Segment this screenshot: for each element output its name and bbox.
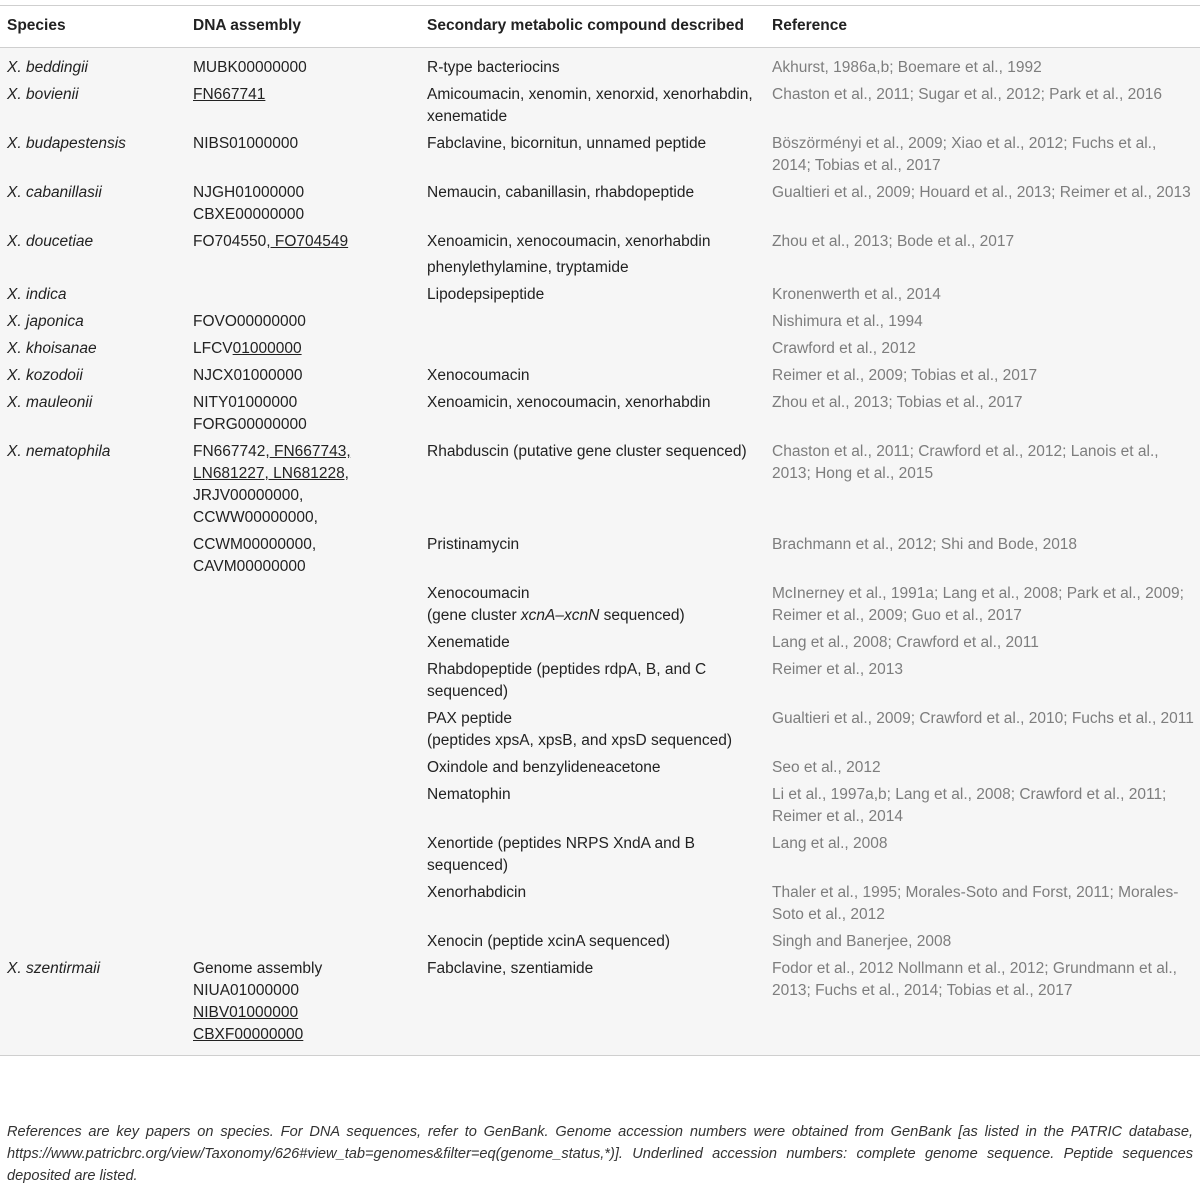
species-cell [0,630,186,657]
species-cell [0,831,186,880]
accession: CCWM00000000, [193,536,317,553]
compound-note: (peptides xpsA, xpsB, and xpsD sequenced) [427,732,733,749]
dna-cell [186,180,420,229]
species-cell: X. indica [0,282,186,309]
reference-cell: Gualtieri et al., 2009; Houard et al., 2013; Reimer et al., 2013 [765,180,1200,229]
reference-cell: Nishimura et al., 1994 [765,309,1200,336]
accession: NIBS01000000 [193,135,299,152]
header-species: Species [0,6,186,48]
accession-complete: FO704549 [270,233,349,250]
reference-cell: Lang et al., 2008; Crawford et al., 2011 [765,630,1200,657]
accession: NJCX01000000 [193,367,303,384]
table-footnote: References are key papers on species. For DNA sequences, refer to GenBank. Genome accession numbers were obtained from GenBank [as listed in the PATRIC database, https://www.patricbrc.org/view/Taxonomy/626#view_tab=genomes&filter=eq(genome_status,*)]. Underlined accession numbers: complete genome sequence. Peptide sequences deposited are listed. [7,1124,1193,1184]
header-compound: Secondary metabolic compound described [420,6,765,48]
table-row [0,180,1200,229]
reference-cell: Akhurst, 1986a,b; Boemare et al., 1992 [765,48,1200,82]
table-row [0,706,1200,755]
compound-cell: Oxindole and benzylideneacetone [420,755,765,782]
reference-cell: Seo et al., 2012 [765,755,1200,782]
reference-cell: Reimer et al., 2013 [765,657,1200,706]
header-dna-assembly: DNA assembly [186,6,420,48]
table-row [0,309,1200,336]
accession-complete: CBXF00000000 [193,1026,304,1043]
dna-cell [186,532,420,581]
dna-cell [186,390,420,439]
dna-cell [186,439,420,532]
dna-cell [186,229,420,282]
species-cell: X. nematophila [0,439,186,532]
species-cell [0,581,186,630]
compound-line: PAX peptide [427,710,513,727]
species-cell: X. cabanillasii [0,180,186,229]
reference-cell: Brachmann et al., 2012; Shi and Bode, 2018 [765,532,1200,581]
reference-cell: Chaston et al., 2011; Crawford et al., 2012; Lanois et al., 2013; Hong et al., 2015 [765,439,1200,532]
reference-cell: McInerney et al., 1991a; Lang et al., 2008; Park et al., 2009; Reimer et al., 2009; Guo et al., 2017 [765,581,1200,630]
species-cell: X. japonica [0,309,186,336]
compound-cell [420,581,765,630]
species-cell: X. mauleonii [0,390,186,439]
compound-cell: Nematophin [420,782,765,831]
compound-line: Xenocoumacin [427,585,530,602]
accession: LFCV [193,340,233,357]
reference-cell: Gualtieri et al., 2009; Crawford et al., 2010; Fuchs et al., 2011 [765,706,1200,755]
table-row [0,48,1200,82]
species-cell: X. bovienii [0,82,186,131]
compound-cell: Pristinamycin [420,532,765,581]
gene-cluster-name: xcnA–xcnN [520,607,600,624]
accession: FORG00000000 [193,416,307,433]
table-row [0,336,1200,363]
compound-cell: Amicoumacin, xenomin, xenorxid, xenorhabdin, xenematide [420,82,765,131]
accession: JRJV00000000, [193,487,304,504]
dna-cell [186,336,420,363]
dna-cell [186,782,420,831]
table-row [0,439,1200,532]
dna-cell [186,755,420,782]
compound-cell: Nemaucin, cabanillasin, rhabdopeptide [420,180,765,229]
table-row [0,363,1200,390]
compound-cell [420,309,765,336]
accession-complete: FN667743, [269,443,351,460]
accession: CAVM00000000 [193,558,306,575]
accession: MUBK00000000 [193,59,307,76]
species-cell: X. doucetiae [0,229,186,282]
dna-cell [186,131,420,180]
table-row [0,532,1200,581]
table-row [0,956,1200,1056]
dna-cell [186,831,420,880]
accession: CCWW00000000, [193,509,318,526]
accession-label: Genome assembly [193,960,323,977]
species-cell: X. khoisanae [0,336,186,363]
species-cell: X. kozodoii [0,363,186,390]
dna-cell [186,956,420,1056]
dna-cell [186,82,420,131]
reference-cell: Fodor et al., 2012 Nollmann et al., 2012; Grundmann et al., 2013; Fuchs et al., 2014; Tobias et al., 2017 [765,956,1200,1056]
dna-cell [186,363,420,390]
table-row [0,657,1200,706]
table-row [0,282,1200,309]
reference-cell: Singh and Banerjee, 2008 [765,929,1200,956]
dna-cell [186,48,420,82]
species-cell [0,657,186,706]
accession-complete: LN681227, LN681228, [193,465,349,482]
reference-cell: Lang et al., 2008 [765,831,1200,880]
species-cell: X. beddingii [0,48,186,82]
table-row [0,229,1200,282]
reference-cell: Reimer et al., 2009; Tobias et al., 2017 [765,363,1200,390]
compound-cell: Rhabduscin (putative gene cluster sequenced) [420,439,765,532]
accession-complete: FN667741 [193,86,266,103]
reference-cell: Zhou et al., 2013; Tobias et al., 2017 [765,390,1200,439]
species-cell [0,880,186,929]
table-row [0,131,1200,180]
accession: NIUA01000000 [193,982,299,999]
accession-complete: NIBV01000000 [193,1004,299,1021]
table-row [0,82,1200,131]
compound-cell: Xenoamicin, xenocoumacin, xenorhabdin [420,390,765,439]
metabolite-table [0,5,1200,1056]
table-row [0,630,1200,657]
compound-cell: Rhabdopeptide (peptides rdpA, B, and C sequenced) [420,657,765,706]
species-cell [0,532,186,581]
compound-cell [420,336,765,363]
compound-cell: Xenematide [420,630,765,657]
reference-cell: Böszörményi et al., 2009; Xiao et al., 2012; Fuchs et al., 2014; Tobias et al., 2017 [765,131,1200,180]
reference-cell: Zhou et al., 2013; Bode et al., 2017 [765,229,1200,282]
compound-line: phenylethylamine, tryptamide [427,259,629,276]
dna-cell [186,630,420,657]
species-cell [0,782,186,831]
species-cell: X. budapestensis [0,131,186,180]
compound-cell: Fabclavine, bicornitun, unnamed peptide [420,131,765,180]
dna-cell [186,880,420,929]
accession-complete: 01000000 [232,340,302,357]
species-cell [0,706,186,755]
dna-cell [186,929,420,956]
accession: CBXE00000000 [193,206,305,223]
reference-cell: Kronenwerth et al., 2014 [765,282,1200,309]
header-row [0,6,1200,48]
reference-cell: Crawford et al., 2012 [765,336,1200,363]
table-row [0,755,1200,782]
accession: NJGH01000000 [193,184,305,201]
accession: FOVO00000000 [193,313,306,330]
compound-cell: Lipodepsipeptide [420,282,765,309]
species-cell [0,929,186,956]
species-cell [0,755,186,782]
compound-cell: Xenortide (peptides NRPS XndA and B sequenced) [420,831,765,880]
header-reference: Reference [765,6,1200,48]
table-row [0,581,1200,630]
table-row [0,831,1200,880]
accession: NITY01000000 [193,394,298,411]
compound-cell: Fabclavine, szentiamide [420,956,765,1056]
table-row [0,880,1200,929]
table-row [0,929,1200,956]
compound-cell: Xenocin (peptide xcinA sequenced) [420,929,765,956]
dna-cell [186,309,420,336]
dna-cell [186,657,420,706]
compound-cell: Xenocoumacin [420,363,765,390]
table-row [0,782,1200,831]
species-cell: X. szentirmaii [0,956,186,1056]
dna-cell [186,282,420,309]
accession: FN667742, [193,443,270,460]
compound-cell [420,706,765,755]
accession: FO704550, [193,233,271,250]
dna-cell [186,706,420,755]
compound-note: (gene cluster [427,607,521,624]
table-row [0,390,1200,439]
compound-note: sequenced) [599,607,685,624]
dna-cell [186,581,420,630]
compound-line: Xenoamicin, xenocoumacin, xenorhabdin [427,233,711,250]
compound-cell [420,229,765,282]
reference-cell: Li et al., 1997a,b; Lang et al., 2008; Crawford et al., 2011; Reimer et al., 2014 [765,782,1200,831]
compound-cell: Xenorhabdicin [420,880,765,929]
reference-cell: Thaler et al., 1995; Morales-Soto and Forst, 2011; Morales-Soto et al., 2012 [765,880,1200,929]
reference-cell: Chaston et al., 2011; Sugar et al., 2012; Park et al., 2016 [765,82,1200,131]
compound-cell: R-type bacteriocins [420,48,765,82]
